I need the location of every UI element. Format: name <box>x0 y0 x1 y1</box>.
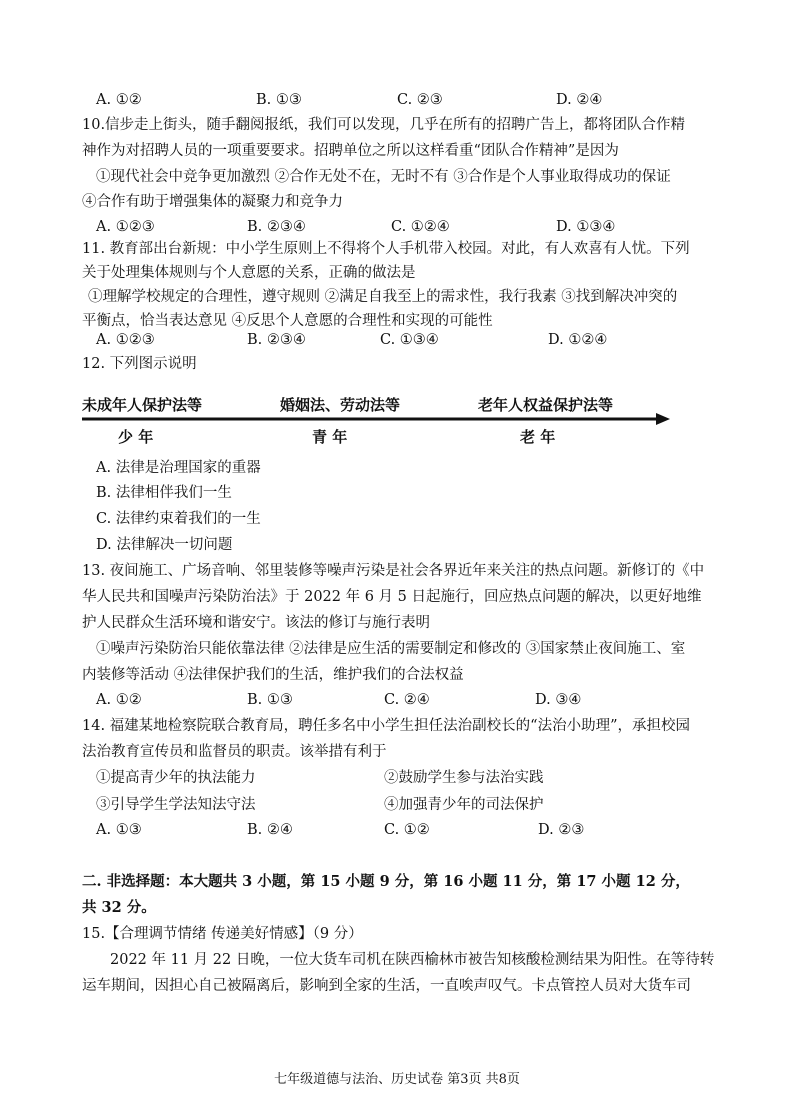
q13-option-a: A. ①② <box>96 692 142 708</box>
q11-items-line2: 平衡点，恰当表达意见 ④反思个人意愿的合理性和实现的可能性 <box>82 313 493 329</box>
timeline-arrowhead <box>656 413 670 425</box>
q14-option-c: C. ①② <box>384 822 430 838</box>
q11-option-c: C. ①③④ <box>380 332 439 348</box>
q14-item-3: ③引导学生学法知法守法 <box>96 797 256 813</box>
q14-option-a: A. ①③ <box>96 822 142 838</box>
q11-option-a: A. ①②③ <box>96 332 155 348</box>
q10-stem-line1: 10.信步走上街头，随手翻阅报纸，我们可以发现，几乎在所有的招聘广告上，都将团队合作精 <box>82 117 686 133</box>
q12-option-d: D. 法律解决一切问题 <box>96 537 233 553</box>
q13-stem-line3: 护人民群众生活环境和谐安宁。该法的修订与施行表明 <box>82 615 430 631</box>
section2-heading-line2: 共 32 分。 <box>82 899 156 916</box>
q10-option-b: B. ②③④ <box>247 219 306 235</box>
q10-option-d: D. ①③④ <box>556 219 616 235</box>
diagram-label-marriage-labor-law: 婚姻法、劳动法等 <box>280 396 401 414</box>
q11-items-line1: ①理解学校规定的合理性，遵守规则 ②满足自我至上的需求性，我行我素 ③找到解决冲突的 <box>88 289 678 305</box>
q10-option-c: C. ①②④ <box>391 219 450 235</box>
q11-option-d: D. ①②④ <box>548 332 608 348</box>
q14-stem-line2: 法治教育宣传员和监督员的职责。该举措有利于 <box>82 744 387 760</box>
diagram-label-minor-protection-law: 未成年人保护法等 <box>82 396 203 414</box>
q12-stem: 12. 下列图示说明 <box>82 356 197 372</box>
diagram-stage-youth: 少 年 <box>118 428 154 446</box>
q9-option-c: C. ②③ <box>397 92 443 108</box>
q12-option-c: C. 法律约束着我们的一生 <box>96 511 261 527</box>
q13-option-c: C. ②④ <box>384 692 430 708</box>
q12-lifetime-law-diagram <box>80 388 680 450</box>
q14-option-b: B. ②④ <box>247 822 293 838</box>
q13-stem-line2: 华人民共和国噪声污染防治法》于 2022 年 6 月 5 日起施行，回应热点问题的解决，以更好地维 <box>82 589 702 605</box>
q12-option-a: A. 法律是治理国家的重器 <box>96 460 261 476</box>
q11-stem-line2: 关于处理集体规则与个人意愿的关系，正确的做法是 <box>82 265 416 281</box>
q10-items-line1: ①现代社会中竞争更加激烈 ②合作无处不在，无时不有 ③合作是个人事业取得成功的保证 <box>96 169 671 185</box>
section2-heading-line1: 二. 非选择题：本大题共 3 小题，第 15 小题 9 分，第 16 小题 11 分，第 17 小题 12 分， <box>82 873 690 890</box>
q9-option-a: A. ①② <box>96 92 142 108</box>
q13-option-d: D. ③④ <box>535 692 582 708</box>
q14-option-d: D. ②③ <box>538 822 585 838</box>
q13-items-line2: 内装修等活动 ④法律保护我们的生活，维护我们的合法权益 <box>82 667 464 683</box>
q11-option-b: B. ②③④ <box>247 332 306 348</box>
q15-paragraph-line1: 2022 年 11 月 22 日晚，一位大货车司机在陕西榆林市被告知核酸检测结果为阳性。在等待转 <box>110 952 715 968</box>
q9-option-b: B. ①③ <box>256 92 302 108</box>
diagram-stage-young-adult: 青 年 <box>312 428 348 446</box>
q10-items-line2: ④合作有助于增强集体的凝聚力和竞争力 <box>82 194 343 210</box>
diagram-label-elderly-rights-law: 老年人权益保护法等 <box>478 396 614 414</box>
q15-paragraph-line2: 运车期间，因担心自己被隔离后，影响到全家的生活，一直唉声叹气。卡点管控人员对大货车司 <box>82 978 691 994</box>
q13-stem-line1: 13. 夜间施工、广场音响、邻里装修等噪声污染是社会各界近年来关注的热点问题。新修订的《中 <box>82 563 705 579</box>
q10-option-a: A. ①②③ <box>96 219 155 235</box>
q13-items-line1: ①噪声污染防治只能依靠法律 ②法律是应生活的需要制定和修改的 ③国家禁止夜间施工、室 <box>96 641 686 657</box>
q15-title: 15.【合理调节情绪 传递美好情感】（9 分） <box>82 926 363 942</box>
q10-stem-line2: 神作为对招聘人员的一项重要要求。招聘单位之所以这样看重“团队合作精神”是因为 <box>82 143 619 159</box>
q14-stem-line1: 14. 福建某地检察院联合教育局，聘任多名中小学生担任法治副校长的“法治小助理”，承担校园 <box>82 718 690 734</box>
q9-option-d: D. ②④ <box>556 92 603 108</box>
q12-option-b: B. 法律相伴我们一生 <box>96 485 232 501</box>
q11-stem-line1: 11. 教育部出台新规：中小学生原则上不得将个人手机带入校园。对此，有人欢喜有人忧。下列 <box>82 241 690 257</box>
q14-item-4: ④加强青少年的司法保护 <box>384 797 544 813</box>
q14-item-2: ②鼓励学生参与法治实践 <box>384 770 544 786</box>
q14-item-1: ①提高青少年的执法能力 <box>96 770 256 786</box>
q13-option-b: B. ①③ <box>247 692 293 708</box>
page-footer: 七年级道德与法治、历史试卷 第3页 共8页 <box>274 1072 520 1087</box>
diagram-stage-old-age: 老 年 <box>520 428 556 446</box>
